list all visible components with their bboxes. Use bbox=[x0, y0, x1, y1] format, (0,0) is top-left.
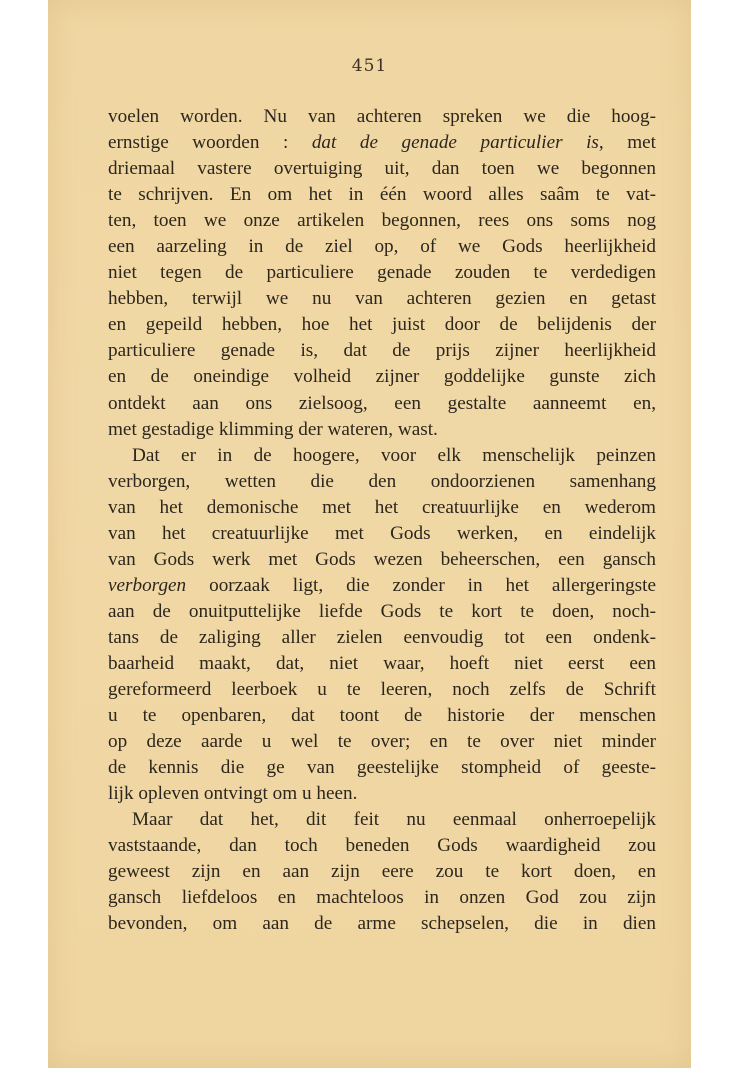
text-segment: , met bbox=[598, 132, 656, 154]
text-line bbox=[108, 807, 656, 833]
text-line bbox=[108, 521, 656, 547]
text-segment: van het demonische met het creatuurlijke en wederom bbox=[108, 496, 656, 518]
text-line bbox=[108, 286, 656, 312]
text-segment: gereformeerd leerboek u te leeren, noch zelfs de Schrift bbox=[108, 679, 656, 701]
text-line bbox=[108, 703, 656, 729]
text-line bbox=[108, 130, 656, 156]
text-segment: oorzaak ligt, die zonder in het allergeringste bbox=[186, 574, 656, 596]
text-segment: lijk opleven ontvingt om u heen. bbox=[108, 783, 358, 805]
text-segment: u te openbaren, dat toont de historie der menschen bbox=[108, 705, 656, 727]
text-segment: de kennis die ge van geestelijke stompheid of geeste- bbox=[108, 757, 656, 779]
text-line bbox=[108, 391, 656, 417]
text-segment: baarheid maakt, dat, niet waar, hoeft niet eerst een bbox=[108, 652, 656, 674]
text-line bbox=[108, 208, 656, 234]
text-line bbox=[108, 364, 656, 390]
text-segment: van het creatuurlijke met Gods werken, en eindelijk bbox=[108, 522, 656, 544]
text-segment: driemaal vastere overtuiging uit, dan toen we begonnen bbox=[108, 158, 656, 180]
text-segment: ontdekt aan ons zielsoog, een gestalte aanneemt en, bbox=[108, 392, 656, 414]
text-line bbox=[108, 651, 656, 677]
text-line bbox=[108, 755, 656, 781]
text-segment: ernstige woorden : bbox=[108, 132, 312, 154]
text-line bbox=[108, 338, 656, 364]
text-segment: voelen worden. Nu van achteren spreken we die hoog- bbox=[108, 106, 656, 127]
text-segment: hebben, terwijl we nu van achteren gezien en getast bbox=[108, 288, 656, 310]
text-segment: en gepeild hebben, hoe het juist door de belijdenis der bbox=[108, 314, 656, 336]
text-segment: aan de onuitputtelijke liefde Gods te kort te doen, noch- bbox=[108, 600, 656, 622]
text-line bbox=[108, 495, 656, 521]
page-number: 451 bbox=[351, 56, 388, 76]
text-line bbox=[108, 234, 656, 260]
text-segment: van Gods werk met Gods wezen beheerschen, een gansch bbox=[108, 548, 656, 570]
text-segment: particuliere genade is, dat de prijs zijner heerlijkheid bbox=[108, 340, 656, 362]
italic-text: verborgen bbox=[108, 574, 187, 596]
text-line bbox=[108, 469, 656, 495]
text-line bbox=[108, 781, 656, 807]
text-line bbox=[108, 911, 656, 937]
text-segment: geweest zijn en aan zijn eere zou te kort doen, en bbox=[108, 861, 656, 883]
text-line bbox=[108, 312, 656, 338]
text-line bbox=[108, 729, 656, 755]
book-page bbox=[48, 0, 691, 1068]
paragraph bbox=[108, 443, 656, 808]
text-line bbox=[108, 859, 656, 885]
text-segment: met gestadige klimming der wateren, wast. bbox=[108, 418, 438, 440]
body-text bbox=[108, 104, 656, 938]
text-segment: op deze aarde u wel te over; en te over niet minder bbox=[108, 731, 656, 753]
text-segment: ten, toen we onze artikelen begonnen, rees ons soms nog bbox=[108, 210, 656, 232]
text-segment: vaststaande, dan toch beneden Gods waardigheid zou bbox=[108, 835, 656, 857]
text-segment: verborgen, wetten die den ondoorzienen samenhang bbox=[108, 470, 656, 492]
text-line bbox=[108, 260, 656, 286]
text-line bbox=[108, 417, 656, 443]
paragraph bbox=[108, 807, 656, 937]
paragraph bbox=[108, 104, 656, 443]
text-segment: te schrijven. En om het in één woord alles saâm te vat- bbox=[108, 184, 656, 206]
text-line bbox=[108, 104, 656, 130]
text-line bbox=[108, 833, 656, 859]
text-line bbox=[108, 599, 656, 625]
text-segment: en de oneindige volheid zijner goddelijke gunste zich bbox=[108, 366, 656, 388]
text-segment: niet tegen de particuliere genade zouden te verdedigen bbox=[108, 262, 656, 284]
text-segment: Dat er in de hoogere, voor elk menschelijk peinzen bbox=[132, 444, 656, 466]
text-line bbox=[108, 573, 656, 599]
text-line bbox=[108, 443, 656, 469]
text-line bbox=[108, 677, 656, 703]
text-line bbox=[108, 182, 656, 208]
text-line bbox=[108, 885, 656, 911]
text-line bbox=[108, 156, 656, 182]
text-line bbox=[108, 547, 656, 573]
text-line bbox=[108, 625, 656, 651]
text-segment: bevonden, om aan de arme schepselen, die in dien bbox=[108, 913, 656, 935]
text-segment: tans de zaliging aller zielen eenvoudig tot een ondenk- bbox=[108, 626, 656, 648]
italic-text: dat de genade particulier is bbox=[311, 132, 599, 154]
text-segment: Maar dat het, dit feit nu eenmaal onherroepelijk bbox=[132, 809, 656, 831]
text-segment: gansch liefdeloos en machteloos in onzen God zou zijn bbox=[108, 887, 656, 909]
text-segment: een aarzeling in de ziel op, of we Gods heerlijkheid bbox=[108, 236, 656, 258]
